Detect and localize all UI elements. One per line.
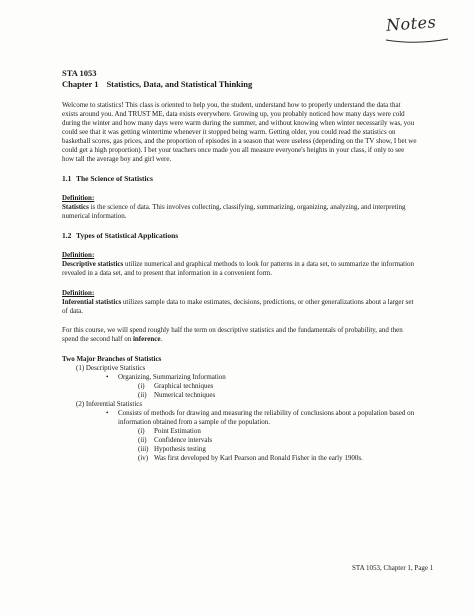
definition-text: is the science of data. This involves collecting, classifying, summarizing, organizing, analyzing, and interpreting numerical information. [62,203,406,220]
course-split-text: For this course, we will spend roughly half the term on descriptive statistics and the fundamentals of probability, and then spend the second half on [62,326,403,343]
list-item [62,382,418,391]
course-code: STA 1053 [62,68,97,78]
branches-heading: Two Major Branches of Statistics [62,355,162,363]
item-number: (iv) [138,454,149,462]
definition-label: Definition: [62,251,95,259]
bullet-icon: • [106,409,109,417]
section-number: 1.2 [62,231,72,240]
branch-descriptive: (1) Descriptive Statistics [76,364,146,372]
page-footer: STA 1053, Chapter 1, Page 1 [352,564,434,572]
chapter-heading [62,79,418,90]
bullet-text: Consists of methods for drawing and measuring the reliability of conclusions about a population based on information obtained from a sample of the population. [118,409,415,426]
definition-statistics [62,203,418,221]
list-item [62,436,418,445]
section-heading-1-1 [62,174,418,183]
item-number: (i) [138,382,145,390]
definition-text: utilize numerical and graphical methods to look for patterns in a data set, to summarize the information revealed in a data set, and to present that information in a convenient form. [62,260,415,277]
branch-descriptive-bullet [62,373,418,382]
definition-text: utilizes sample data to make estimates, decisions, predictions, or other generalizations about a larger set of data. [62,298,414,315]
section-heading-1-2 [62,231,418,240]
bullet-icon: • [106,373,109,381]
section-number: 1.1 [62,174,72,183]
item-text: Graphical techniques [154,382,214,390]
item-number: (i) [138,427,145,435]
intro-paragraph: Welcome to statistics! This class is oriented to help you, the student, understand how to properly understand the data that exists around you. And TRUST ME, data exists everywhere. Growing up, you probably noticed how many days were cold during the winter and how many days were warm during the summer, and without knowing when winter necessarily was, you could see that it was getting wintertime whenever it stopped being warm. Getting older, you could read the statistics on basketball scores, gas prices, and the proportion of episodes in a season that were useless (depending on the TV show, I bet we could get a high proportion). I bet your teachers once made you all measure everyone's heights in your class, if only to see how tall the average boy and girl were. [62,101,417,163]
item-text: Numerical techniques [154,391,216,399]
bullet-text: Organizing, Summarizing Information [118,373,226,381]
chapter-title: Statistics, Data, and Statistical Thinking [106,79,253,89]
list-item [62,445,418,454]
definition-label: Definition: [62,289,95,297]
item-number: (iii) [138,445,149,453]
course-split-paragraph [62,326,418,344]
chapter-label: Chapter 1 [62,79,99,89]
item-number: (ii) [138,436,147,444]
item-text: Confidence intervals [154,436,213,444]
item-number: (ii) [138,391,147,399]
definition-term: Descriptive statistics [62,260,124,268]
list-item [62,427,418,436]
item-text: Point Estimation [154,427,201,435]
course-split-end: . [160,335,163,343]
course-split-term: inference [132,335,161,343]
list-item [62,454,418,463]
definition-descriptive-statistics [62,260,418,278]
section-title: The Science of Statistics [76,174,153,183]
definition-term: Inferential statistics [62,298,122,306]
definition-inferential-statistics [62,298,418,316]
item-text: Hypothesis testing [154,445,206,453]
document-body [62,68,418,463]
branch-inferential: (2) Inferential Statistics [76,400,143,408]
definition-term: Statistics [62,203,89,211]
definition-label: Definition: [62,194,95,202]
branch-inferential-bullet [62,409,418,427]
section-title: Types of Statistical Applications [76,231,179,240]
list-item [62,391,418,400]
item-text: Was first developed by Karl Pearson and Ronald Fisher in the early 1900s. [154,454,363,462]
handwritten-note: Notes [385,12,437,35]
